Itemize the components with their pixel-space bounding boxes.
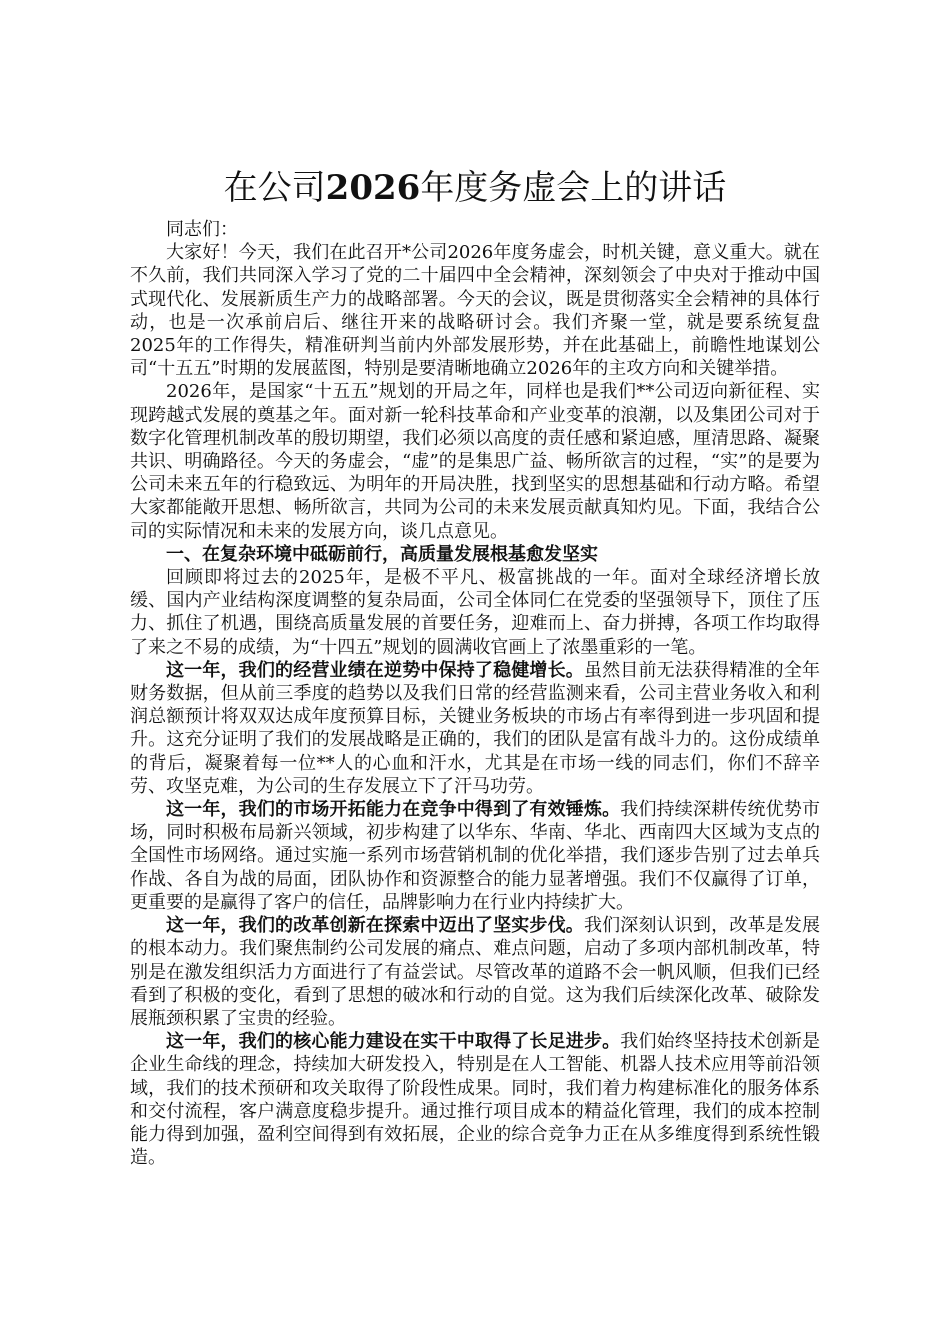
title-year: 2026 bbox=[325, 168, 421, 208]
paragraph-reform-lead: 这一年，我们的改革创新在探索中迈出了坚实步伐。 bbox=[166, 915, 584, 937]
document-page bbox=[130, 164, 820, 1169]
paragraph-market bbox=[130, 798, 820, 914]
paragraph-performance bbox=[130, 659, 820, 798]
paragraph-market-lead: 这一年，我们的市场开拓能力在竞争中得到了有效锤炼。 bbox=[166, 799, 621, 821]
paragraph-capability-body: 我们始终坚持技术创新是企业生命线的理念，持续加大研发投入，特别是在人工智能、机器人技术应用等前沿领域，我们的技术预研和攻关取得了阶段性成果。同时，我们着力构建标准化的服务体系和交付流程，客户满意度稳步提升。通过推行项目成本的精益化管理，我们的成本控制能力得到加强，盈利空间得到有效拓展，企业的综合竞争力正在从多维度得到系统性锻造。 bbox=[130, 1031, 821, 1169]
section-heading-1: 一、在复杂环境中砥砺前行，高质量发展根基愈发坚实 bbox=[166, 543, 598, 565]
document-title bbox=[130, 164, 820, 212]
paragraph-opening: 大家好！今天，我们在此召开*公司2026年度务虚会，时机关键，意义重大。就在不久前，我们共同深入学习了党的二十届四中全会精神，深刻领会了中央对于推动中国式现代化、发展新质生产力的战略部署。今天的会议，既是贯彻落实全会精神的具体行动，也是一次承前启后、继往开来的战略研讨会。我们齐聚一堂，就是要系统复盘2025年的工作得失，精准研判当前内外部发展形势，并在此基础上，前瞻性地谋划公司“十五五”时期的发展蓝图，特别是要清晰地确立2026年的主攻方向和关键举措。 bbox=[130, 242, 820, 380]
paragraph-performance-body: 虽然目前无法获得精准的全年财务数据，但从前三季度的趋势以及我们日常的经营监测来看，公司主营业务收入和利润总额预计将双双达成年度预算目标，关键业务板块的市场占有率得到进一步巩固和提升。这充分证明了我们的发展战略是正确的，我们的团队是富有战斗力的。这份成绩单的背后，凝聚着每一位**人的心血和汗水，尤其是在市场一线的同志们，你们不辞辛劳、攻坚克难，为公司的生存发展立下了汗马功劳。 bbox=[130, 659, 821, 797]
paragraph-performance-lead: 这一年，我们的经营业绩在逆势中保持了稳健增长。 bbox=[166, 659, 584, 681]
title-prefix: 在公司 bbox=[223, 168, 326, 208]
paragraph-market-body: 我们持续深耕传统优势市场，同时积极布局新兴领域，初步构建了以华东、华南、华北、西南四大区域为支点的全国性市场网络。通过实施一系列市场营销机制的优化举措，我们逐步告别了过去单兵作战、各自为战的局面，团队协作和资源整合的能力显著增强。我们不仅赢得了订单，更重要的是赢得了客户的信任，品牌影响力在行业内持续扩大。 bbox=[130, 799, 821, 913]
paragraph-context: 2026年，是国家“十五五”规划的开局之年，同样也是我们**公司迈向新征程、实现跨越式发展的奠基之年。面对新一轮科技革命和产业变革的浪潮，以及集团公司对于数字化管理机制改革的殷切期望，我们必须以高度的责任感和紧迫感，厘清思路、凝聚共识、明确路径。今天的务虚会，“虚”的是集思广益、畅所欲言的过程，“实”的是要为公司未来五年的行稳致远、为明年的开局决胜，找到坚实的思想基础和行动方略。希望大家都能敞开思想、畅所欲言，共同为公司的未来发展贡献真知灼见。下面，我结合公司的实际情况和未来的发展方向，谈几点意见。 bbox=[130, 381, 820, 542]
title-suffix: 年度务虚会上的讲话 bbox=[420, 168, 727, 208]
salutation: 同志们： bbox=[166, 219, 238, 240]
paragraph-reform-body: 我们深刻认识到，改革是发展的根本动力。我们聚焦制约公司发展的痛点、难点问题，启动了多项内部机制改革，特别是在激发组织活力方面进行了有益尝试。尽管改革的道路不会一帆风顺，但我们已经看到了积极的变化，看到了思想的破冰和行动的自觉。这为我们后续深化改革、破除发展瓶颈积累了宝贵的经验。 bbox=[130, 915, 821, 1029]
paragraph-capability-lead: 这一年，我们的核心能力建设在实干中取得了长足进步。 bbox=[166, 1031, 621, 1053]
paragraph-reform bbox=[130, 914, 820, 1030]
paragraph-capability bbox=[130, 1030, 820, 1169]
paragraph-review: 回顾即将过去的2025年，是极不平凡、极富挑战的一年。面对全球经济增长放缓、国内产业结构深度调整的复杂局面，公司全体同仁在党委的坚强领导下，顶住了压力、抓住了机遇，围绕高质量发展的首要任务，迎难而上、奋力拼搏，各项工作均取得了来之不易的成绩，为“十四五”规划的圆满收官画上了浓墨重彩的一笔。 bbox=[130, 567, 820, 658]
